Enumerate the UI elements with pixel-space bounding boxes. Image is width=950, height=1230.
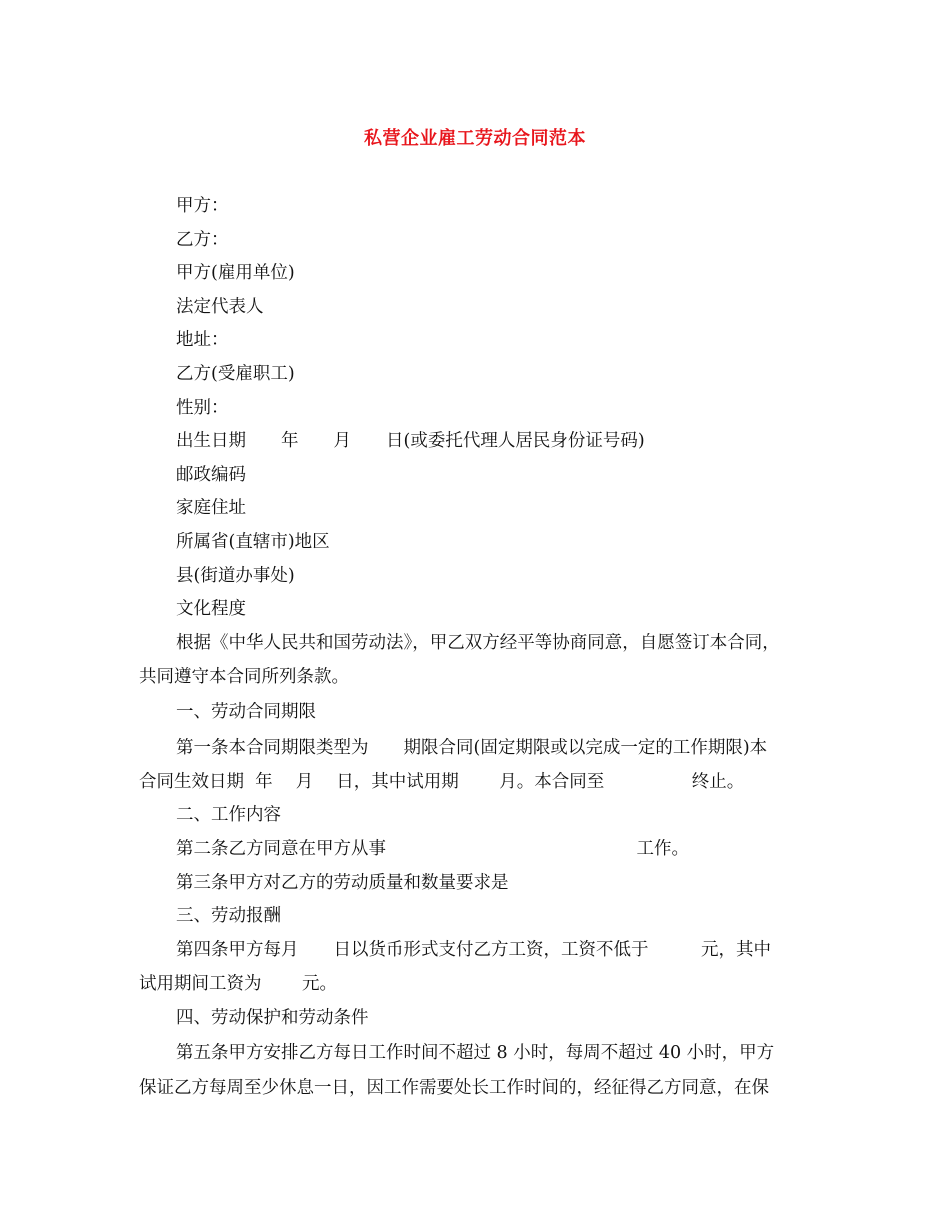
party-a-line: 甲方： (176, 196, 229, 216)
preamble-line-2: 共同遵守本合同所列条款。 (139, 667, 349, 687)
article-5-line-1: 第五条甲方安排乙方每日工作时间不超过 8 小时，每周不超过 40 小时，甲方 (176, 1043, 775, 1063)
article-1-line-2: 合同生效日期 年 月 日，其中试用期 月。本合同至 终止。 (139, 772, 745, 792)
article-3-line: 第三条甲方对乙方的劳动质量和数量要求是 (176, 873, 509, 893)
section-heading-pay: 三、劳动报酬 (176, 906, 281, 926)
address-line: 地址： (176, 330, 229, 350)
education-line: 文化程度 (176, 599, 246, 619)
article-2-line: 第二条乙方同意在甲方从事 工作。 (176, 839, 690, 859)
postal-code-line: 邮政编码 (176, 465, 246, 485)
section-heading-work: 二、工作内容 (176, 805, 281, 825)
home-address-line: 家庭住址 (176, 498, 246, 518)
employee-line: 乙方(受雇职工) (176, 364, 295, 384)
province-line: 所属省(直辖市)地区 (176, 532, 330, 552)
county-line: 县(街道办事处) (176, 566, 295, 586)
article-5-line-2: 保证乙方每周至少休息一日，因工作需要处长工作时间的，经征得乙方同意，在保 (139, 1078, 769, 1098)
birthdate-line: 出生日期 年 月 日(或委托代理人居民身份证号码) (176, 431, 645, 451)
legal-representative-line: 法定代表人 (176, 297, 264, 317)
preamble-line-1: 根据《中华人民共和国劳动法》，甲乙双方经平等协商同意，自愿签订本合同， (176, 633, 780, 653)
document-title: 私营企业雇工劳动合同范本 (364, 128, 586, 149)
employer-line: 甲方(雇用单位) (176, 263, 295, 283)
article-1-line-1: 第一条本合同期限类型为 期限合同(固定期限或以完成一定的工作期限)本 (176, 738, 768, 758)
article-4-line-2: 试用期间工资为 元。 (139, 974, 338, 994)
article-4-line-1: 第四条甲方每月 日以货币形式支付乙方工资，工资不低于 元，其中 (176, 940, 771, 960)
section-heading-protection: 四、劳动保护和劳动条件 (176, 1008, 369, 1028)
gender-line: 性别： (176, 398, 229, 418)
section-heading-term: 一、劳动合同期限 (176, 702, 316, 722)
party-b-line: 乙方： (176, 230, 229, 250)
